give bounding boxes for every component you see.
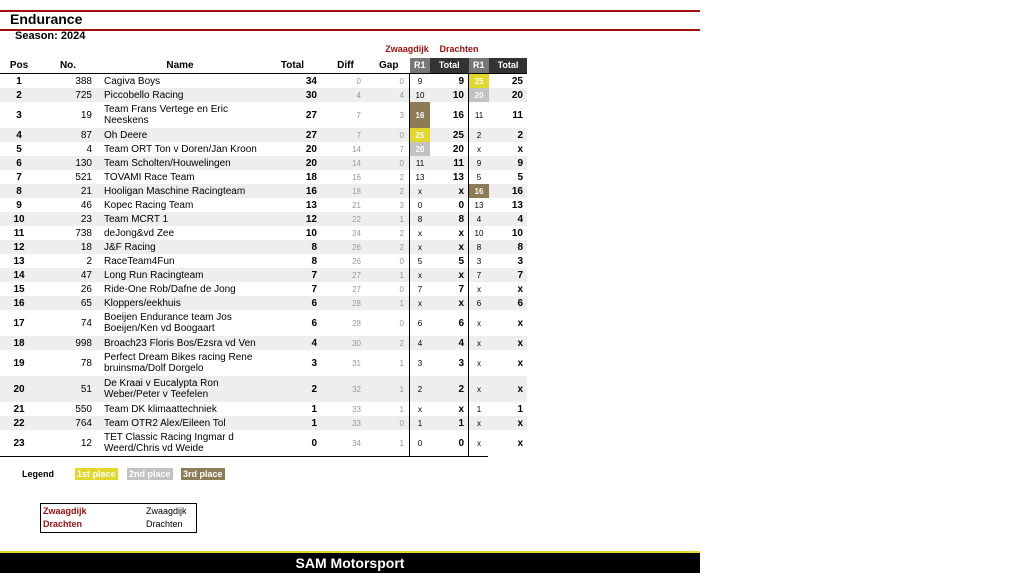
table-row <box>0 198 527 212</box>
table-row <box>0 310 527 336</box>
cell-gap: 0 <box>399 256 404 266</box>
cell-diff: 18 <box>323 184 368 198</box>
cell-no: 46 <box>80 199 92 211</box>
cell-zwaagdijk-r1: 10 <box>410 88 431 102</box>
table-row <box>0 184 527 198</box>
cell-zwaagdijk-r1: 5 <box>410 254 431 268</box>
event-key-row <box>43 505 194 517</box>
cell-zwaagdijk-total: 25 <box>430 128 469 142</box>
cell-drachten-total: x <box>517 357 523 369</box>
cell-total: 18 <box>305 171 317 183</box>
cell-name: TET Classic Racing Ingmar d Weerd/Chris vd Weide <box>104 432 234 454</box>
cell-drachten-r1: 9 <box>469 156 490 170</box>
cell-zwaagdijk-r1: 20 <box>410 142 431 156</box>
cell-gap: 1 <box>399 358 404 368</box>
table-row <box>0 376 527 402</box>
table-row <box>0 88 527 102</box>
cell-total: 16 <box>262 184 323 198</box>
cell-diff: 7 <box>323 128 368 142</box>
event-key-code: Drachten <box>43 519 83 529</box>
cell-pos: 11 <box>13 227 25 239</box>
table-row <box>0 254 527 268</box>
table-row <box>0 212 527 226</box>
cell-zwaagdijk-r1: 0 <box>410 198 431 212</box>
cell-drachten-r1: 3 <box>469 254 490 268</box>
cell-diff: 26 <box>323 240 368 254</box>
cell-name: Broach23 Floris Bos/Ezsra vd Ven <box>98 336 262 350</box>
cell-no: 65 <box>38 296 98 310</box>
cell-drachten-total: x <box>489 376 527 402</box>
cell-zwaagdijk-r1: 6 <box>410 310 431 336</box>
col-name: Name <box>98 58 262 74</box>
cell-gap: 0 <box>399 318 404 328</box>
col-pos: Pos <box>0 58 38 74</box>
cell-zwaagdijk-total: 6 <box>458 317 464 329</box>
cell-total: 6 <box>311 317 317 329</box>
cell-drachten-r1: 4 <box>469 212 490 226</box>
cell-drachten-total: 13 <box>511 199 523 211</box>
cell-diff: 33 <box>352 404 361 414</box>
table-row <box>0 430 527 456</box>
cell-no: 78 <box>80 357 92 369</box>
cell-diff: 33 <box>323 416 368 430</box>
table-row <box>0 350 527 376</box>
cell-no: 87 <box>38 128 98 142</box>
cell-drachten-total: x <box>517 317 523 329</box>
cell-drachten-total: x <box>517 437 523 449</box>
cell-name: Team OTR2 Alex/Eileen Tol <box>98 416 262 430</box>
cell-pos: 12 <box>0 240 38 254</box>
cell-pos: 4 <box>0 128 38 142</box>
cell-drachten-total: 20 <box>489 88 527 102</box>
cell-total: 8 <box>311 255 317 267</box>
cell-zwaagdijk-total: 8 <box>430 212 469 226</box>
cell-diff: 32 <box>323 376 368 402</box>
cell-zwaagdijk-total: 4 <box>430 336 469 350</box>
cell-zwaagdijk-r1: x <box>410 296 431 310</box>
cell-diff: 28 <box>352 318 361 328</box>
cell-total: 20 <box>305 143 317 155</box>
cell-pos: 8 <box>0 184 38 198</box>
page-title: Endurance <box>10 11 83 27</box>
cell-pos: 2 <box>0 88 38 102</box>
cell-diff: 14 <box>323 156 368 170</box>
cell-drachten-r1: 16 <box>469 184 490 198</box>
cell-pos: 20 <box>0 376 38 402</box>
cell-diff: 24 <box>352 228 361 238</box>
cell-diff: 34 <box>352 438 361 448</box>
legend-third-place: 3rd place <box>183 469 223 479</box>
cell-no: 130 <box>38 156 98 170</box>
cell-drachten-r1: 20 <box>469 88 490 102</box>
cell-pos: 18 <box>0 336 38 350</box>
cell-drachten-total: 2 <box>489 128 527 142</box>
cell-pos: 1 <box>16 75 22 87</box>
cell-gap: 0 <box>368 416 410 430</box>
cell-name: Team Frans Vertege en Eric Neeskens <box>104 104 228 126</box>
standings-table <box>0 58 527 456</box>
cell-total: 0 <box>311 437 317 449</box>
cell-pos: 22 <box>0 416 38 430</box>
cell-drachten-r1: x <box>469 430 490 456</box>
cell-zwaagdijk-r1: 0 <box>410 430 431 456</box>
cell-gap: 0 <box>368 156 410 170</box>
cell-zwaagdijk-total: x <box>458 403 464 415</box>
cell-drachten-total: x <box>517 283 523 295</box>
cell-gap: 0 <box>368 128 410 142</box>
cell-no: 18 <box>38 240 98 254</box>
cell-name: Long Run Racingteam <box>98 268 262 282</box>
cell-zwaagdijk-total: x <box>430 268 469 282</box>
table-row <box>0 156 527 170</box>
cell-zwaagdijk-total: x <box>430 296 469 310</box>
cell-total: 8 <box>262 240 323 254</box>
cell-name: Team DK klimaattechniek <box>104 403 217 415</box>
cell-no: 74 <box>80 317 92 329</box>
cell-no: 2 <box>86 255 92 267</box>
cell-zwaagdijk-r1: 16 <box>410 102 431 128</box>
cell-total: 27 <box>262 128 323 142</box>
cell-name: Kloppers/eekhuis <box>98 296 262 310</box>
cell-zwaagdijk-r1: x <box>410 240 431 254</box>
cell-total: 34 <box>305 75 317 87</box>
cell-name: Team Scholten/Houwelingen <box>98 156 262 170</box>
table-row <box>0 402 527 416</box>
cell-total: 7 <box>311 283 317 295</box>
cell-diff: 26 <box>352 256 361 266</box>
cell-zwaagdijk-total: 5 <box>458 255 464 267</box>
cell-zwaagdijk-r1: 11 <box>410 156 431 170</box>
cell-drachten-total: x <box>489 416 527 430</box>
cell-no: 725 <box>38 88 98 102</box>
cell-pos: 5 <box>16 143 22 155</box>
cell-gap: 1 <box>368 268 410 282</box>
cell-name: Kopec Racing Team <box>104 199 194 211</box>
cell-name: Cagiva Boys <box>104 75 161 87</box>
cell-zwaagdijk-total: x <box>430 240 469 254</box>
cell-gap: 3 <box>399 110 404 120</box>
cell-gap: 1 <box>368 212 410 226</box>
cell-zwaagdijk-total: 0 <box>458 199 464 211</box>
cell-gap: 0 <box>399 284 404 294</box>
cell-name: Boeijen Endurance team Jos Boeijen/Ken vd Boogaart <box>104 312 232 334</box>
event-key-row <box>43 518 194 530</box>
cell-gap: 4 <box>368 88 410 102</box>
cell-total: 7 <box>262 268 323 282</box>
cell-no: 23 <box>38 212 98 226</box>
cell-gap: 2 <box>399 228 404 238</box>
col-no: No. <box>38 58 98 74</box>
cell-name: Ride-One Rob/Dafne de Jong <box>104 283 236 295</box>
cell-drachten-total: 16 <box>489 184 527 198</box>
cell-gap: 1 <box>399 404 404 414</box>
cell-drachten-total: 11 <box>512 109 523 121</box>
table-row <box>0 170 527 184</box>
cell-total: 6 <box>262 296 323 310</box>
event-key-code: Zwaagdijk <box>43 506 87 516</box>
cell-drachten-r1: 10 <box>469 226 490 240</box>
cell-total: 12 <box>262 212 323 226</box>
cell-drachten-total: 4 <box>489 212 527 226</box>
cell-drachten-total: 1 <box>517 403 523 415</box>
cell-zwaagdijk-r1: x <box>410 184 431 198</box>
cell-drachten-total: x <box>489 336 527 350</box>
cell-zwaagdijk-r1: 13 <box>410 170 431 184</box>
cell-no: 521 <box>75 171 92 183</box>
cell-total: 20 <box>262 156 323 170</box>
cell-name: TOVAMI Race Team <box>104 171 195 183</box>
cell-gap: 2 <box>368 336 410 350</box>
table-row <box>0 296 527 310</box>
cell-no: 764 <box>38 416 98 430</box>
cell-total: 1 <box>311 403 317 415</box>
cell-zwaagdijk-r1: 4 <box>410 336 431 350</box>
cell-zwaagdijk-r1: 25 <box>410 128 431 142</box>
event-key-name: Drachten <box>146 519 183 529</box>
cell-no: 26 <box>80 283 92 295</box>
cell-zwaagdijk-r1: 7 <box>410 282 431 296</box>
cell-name: Team MCRT 1 <box>98 212 262 226</box>
cell-drachten-r1: 1 <box>469 402 490 416</box>
cell-gap: 1 <box>368 376 410 402</box>
cell-name: J&F Racing <box>98 240 262 254</box>
table-row <box>0 416 527 430</box>
cell-pos: 9 <box>16 199 22 211</box>
cell-no: 12 <box>80 437 92 449</box>
table-row <box>0 74 527 89</box>
cell-diff: 22 <box>323 212 368 226</box>
cell-drachten-total: 6 <box>489 296 527 310</box>
cell-diff: 31 <box>352 358 361 368</box>
cell-zwaagdijk-r1: 2 <box>410 376 431 402</box>
cell-pos: 14 <box>0 268 38 282</box>
legend-second-place: 2nd place <box>129 469 171 479</box>
cell-total: 10 <box>305 227 317 239</box>
season-label: Season: 2024 <box>15 30 86 42</box>
footer-brand: SAM Motorsport <box>0 553 700 573</box>
cell-drachten-r1: 13 <box>469 198 490 212</box>
cell-name: Piccobello Racing <box>98 88 262 102</box>
cell-no: 738 <box>75 227 92 239</box>
table-row <box>0 282 527 296</box>
cell-zwaagdijk-r1: 9 <box>410 74 431 89</box>
cell-zwaagdijk-total: x <box>458 227 464 239</box>
cell-no: 51 <box>38 376 98 402</box>
cell-no: 550 <box>75 403 92 415</box>
cell-zwaagdijk-r1: 8 <box>410 212 431 226</box>
table-row <box>0 336 527 350</box>
cell-diff: 30 <box>323 336 368 350</box>
cell-zwaagdijk-r1: 1 <box>410 416 431 430</box>
title-rule-top <box>0 10 700 12</box>
table-row <box>0 102 527 128</box>
cell-no: 388 <box>75 75 92 87</box>
cell-diff: 4 <box>323 88 368 102</box>
col-drachten-r1: R1 <box>469 58 490 74</box>
cell-name: deJong&vd Zee <box>104 227 175 239</box>
cell-gap: 1 <box>368 296 410 310</box>
cell-pos: 7 <box>16 171 22 183</box>
cell-zwaagdijk-total: 11 <box>430 156 469 170</box>
cell-gap: 3 <box>399 200 404 210</box>
cell-no: 19 <box>80 109 92 121</box>
col-total: Total <box>262 58 323 74</box>
cell-total: 27 <box>305 109 317 121</box>
cell-name: RaceTeam4Fun <box>104 255 175 267</box>
event-header-drachten: Drachten <box>439 44 479 54</box>
cell-name: De Kraai v Eucalypta Ron Weber/Peter v Teefelen <box>98 376 262 402</box>
cell-no: 21 <box>38 184 98 198</box>
col-zwaagdijk-total: Total <box>430 58 469 74</box>
cell-pos: 13 <box>13 255 25 267</box>
cell-diff: 7 <box>356 110 361 120</box>
cell-diff: 27 <box>323 268 368 282</box>
cell-pos: 10 <box>0 212 38 226</box>
cell-drachten-r1: x <box>469 336 490 350</box>
table-row <box>0 128 527 142</box>
cell-gap: 2 <box>399 172 404 182</box>
cell-zwaagdijk-total: 13 <box>452 171 464 183</box>
cell-diff: 27 <box>352 284 361 294</box>
cell-drachten-r1: x <box>469 350 490 376</box>
col-diff: Diff <box>323 58 368 74</box>
cell-pos: 6 <box>0 156 38 170</box>
cell-zwaagdijk-total: 0 <box>458 437 464 449</box>
cell-zwaagdijk-total: 3 <box>458 357 464 369</box>
cell-gap: 2 <box>368 240 410 254</box>
cell-drachten-r1: x <box>469 282 490 296</box>
cell-diff: 14 <box>352 144 361 154</box>
cell-gap: 0 <box>399 76 404 86</box>
cell-pos: 3 <box>16 109 22 121</box>
cell-pos: 19 <box>13 357 25 369</box>
cell-total: 13 <box>305 199 317 211</box>
cell-zwaagdijk-total: 10 <box>430 88 469 102</box>
cell-no: 4 <box>86 143 92 155</box>
cell-name: Oh Deere <box>98 128 262 142</box>
cell-total: 1 <box>262 416 323 430</box>
cell-drachten-total: 25 <box>511 75 523 87</box>
table-bottom-rule <box>0 456 488 457</box>
cell-drachten-total: 9 <box>489 156 527 170</box>
cell-zwaagdijk-r1: 3 <box>410 350 431 376</box>
cell-diff: 0 <box>356 76 361 86</box>
cell-zwaagdijk-r1: x <box>410 268 431 282</box>
cell-drachten-r1: x <box>469 310 490 336</box>
cell-pos: 23 <box>13 437 25 449</box>
cell-zwaagdijk-r1: x <box>410 226 431 240</box>
event-key-name: Zwaagdijk <box>146 506 187 516</box>
col-gap: Gap <box>368 58 410 74</box>
cell-name: Perfect Dream Bikes racing Rene bruinsma/Dolf Dorgelo <box>104 352 253 374</box>
table-row <box>0 226 527 240</box>
col-drachten-total: Total <box>489 58 527 74</box>
table-header-row <box>0 58 527 74</box>
cell-name: Team ORT Ton v Doren/Jan Kroon <box>104 143 257 155</box>
cell-pos: 21 <box>13 403 25 415</box>
cell-name: Hooligan Maschine Racingteam <box>98 184 262 198</box>
table-row <box>0 268 527 282</box>
cell-zwaagdijk-total: 20 <box>452 143 464 155</box>
cell-drachten-total: x <box>517 143 523 155</box>
cell-zwaagdijk-total: 7 <box>458 283 464 295</box>
cell-diff: 16 <box>352 172 361 182</box>
cell-drachten-r1: 7 <box>469 268 490 282</box>
title-rule-bottom <box>0 29 700 31</box>
cell-gap: 7 <box>399 144 404 154</box>
cell-drachten-r1: 25 <box>469 74 490 89</box>
cell-drachten-total: 3 <box>517 255 523 267</box>
cell-drachten-r1: 11 <box>469 102 490 128</box>
cell-pos: 15 <box>13 283 25 295</box>
event-key-box <box>40 503 197 533</box>
cell-drachten-r1: x <box>469 416 490 430</box>
legend-first-place: 1st place <box>77 469 116 479</box>
table-row <box>0 240 527 254</box>
cell-zwaagdijk-total: 9 <box>458 75 464 87</box>
cell-drachten-r1: 6 <box>469 296 490 310</box>
cell-gap: 1 <box>399 438 404 448</box>
cell-total: 30 <box>262 88 323 102</box>
col-zwaagdijk-r1: R1 <box>410 58 431 74</box>
cell-drachten-r1: 8 <box>469 240 490 254</box>
cell-drachten-r1: 5 <box>469 170 490 184</box>
cell-total: 2 <box>262 376 323 402</box>
cell-no: 47 <box>38 268 98 282</box>
cell-pos: 16 <box>0 296 38 310</box>
cell-zwaagdijk-total: x <box>430 184 469 198</box>
cell-drachten-total: 10 <box>511 227 523 239</box>
cell-pos: 17 <box>13 317 25 329</box>
cell-total: 4 <box>262 336 323 350</box>
cell-drachten-total: 7 <box>489 268 527 282</box>
cell-zwaagdijk-total: 1 <box>430 416 469 430</box>
cell-drachten-r1: 2 <box>469 128 490 142</box>
cell-diff: 28 <box>323 296 368 310</box>
event-header-zwaagdijk: Zwaagdijk <box>385 44 429 54</box>
cell-gap: 2 <box>368 184 410 198</box>
cell-drachten-r1: x <box>469 376 490 402</box>
cell-zwaagdijk-total: 16 <box>452 109 464 121</box>
cell-no: 998 <box>38 336 98 350</box>
cell-diff: 21 <box>352 200 361 210</box>
cell-zwaagdijk-r1: x <box>410 402 431 416</box>
legend-label: Legend <box>22 469 55 479</box>
cell-zwaagdijk-total: 2 <box>430 376 469 402</box>
cell-drachten-r1: x <box>469 142 490 156</box>
cell-total: 3 <box>311 357 317 369</box>
table-row <box>0 142 527 156</box>
cell-drachten-total: 8 <box>489 240 527 254</box>
cell-drachten-total: 5 <box>517 171 523 183</box>
